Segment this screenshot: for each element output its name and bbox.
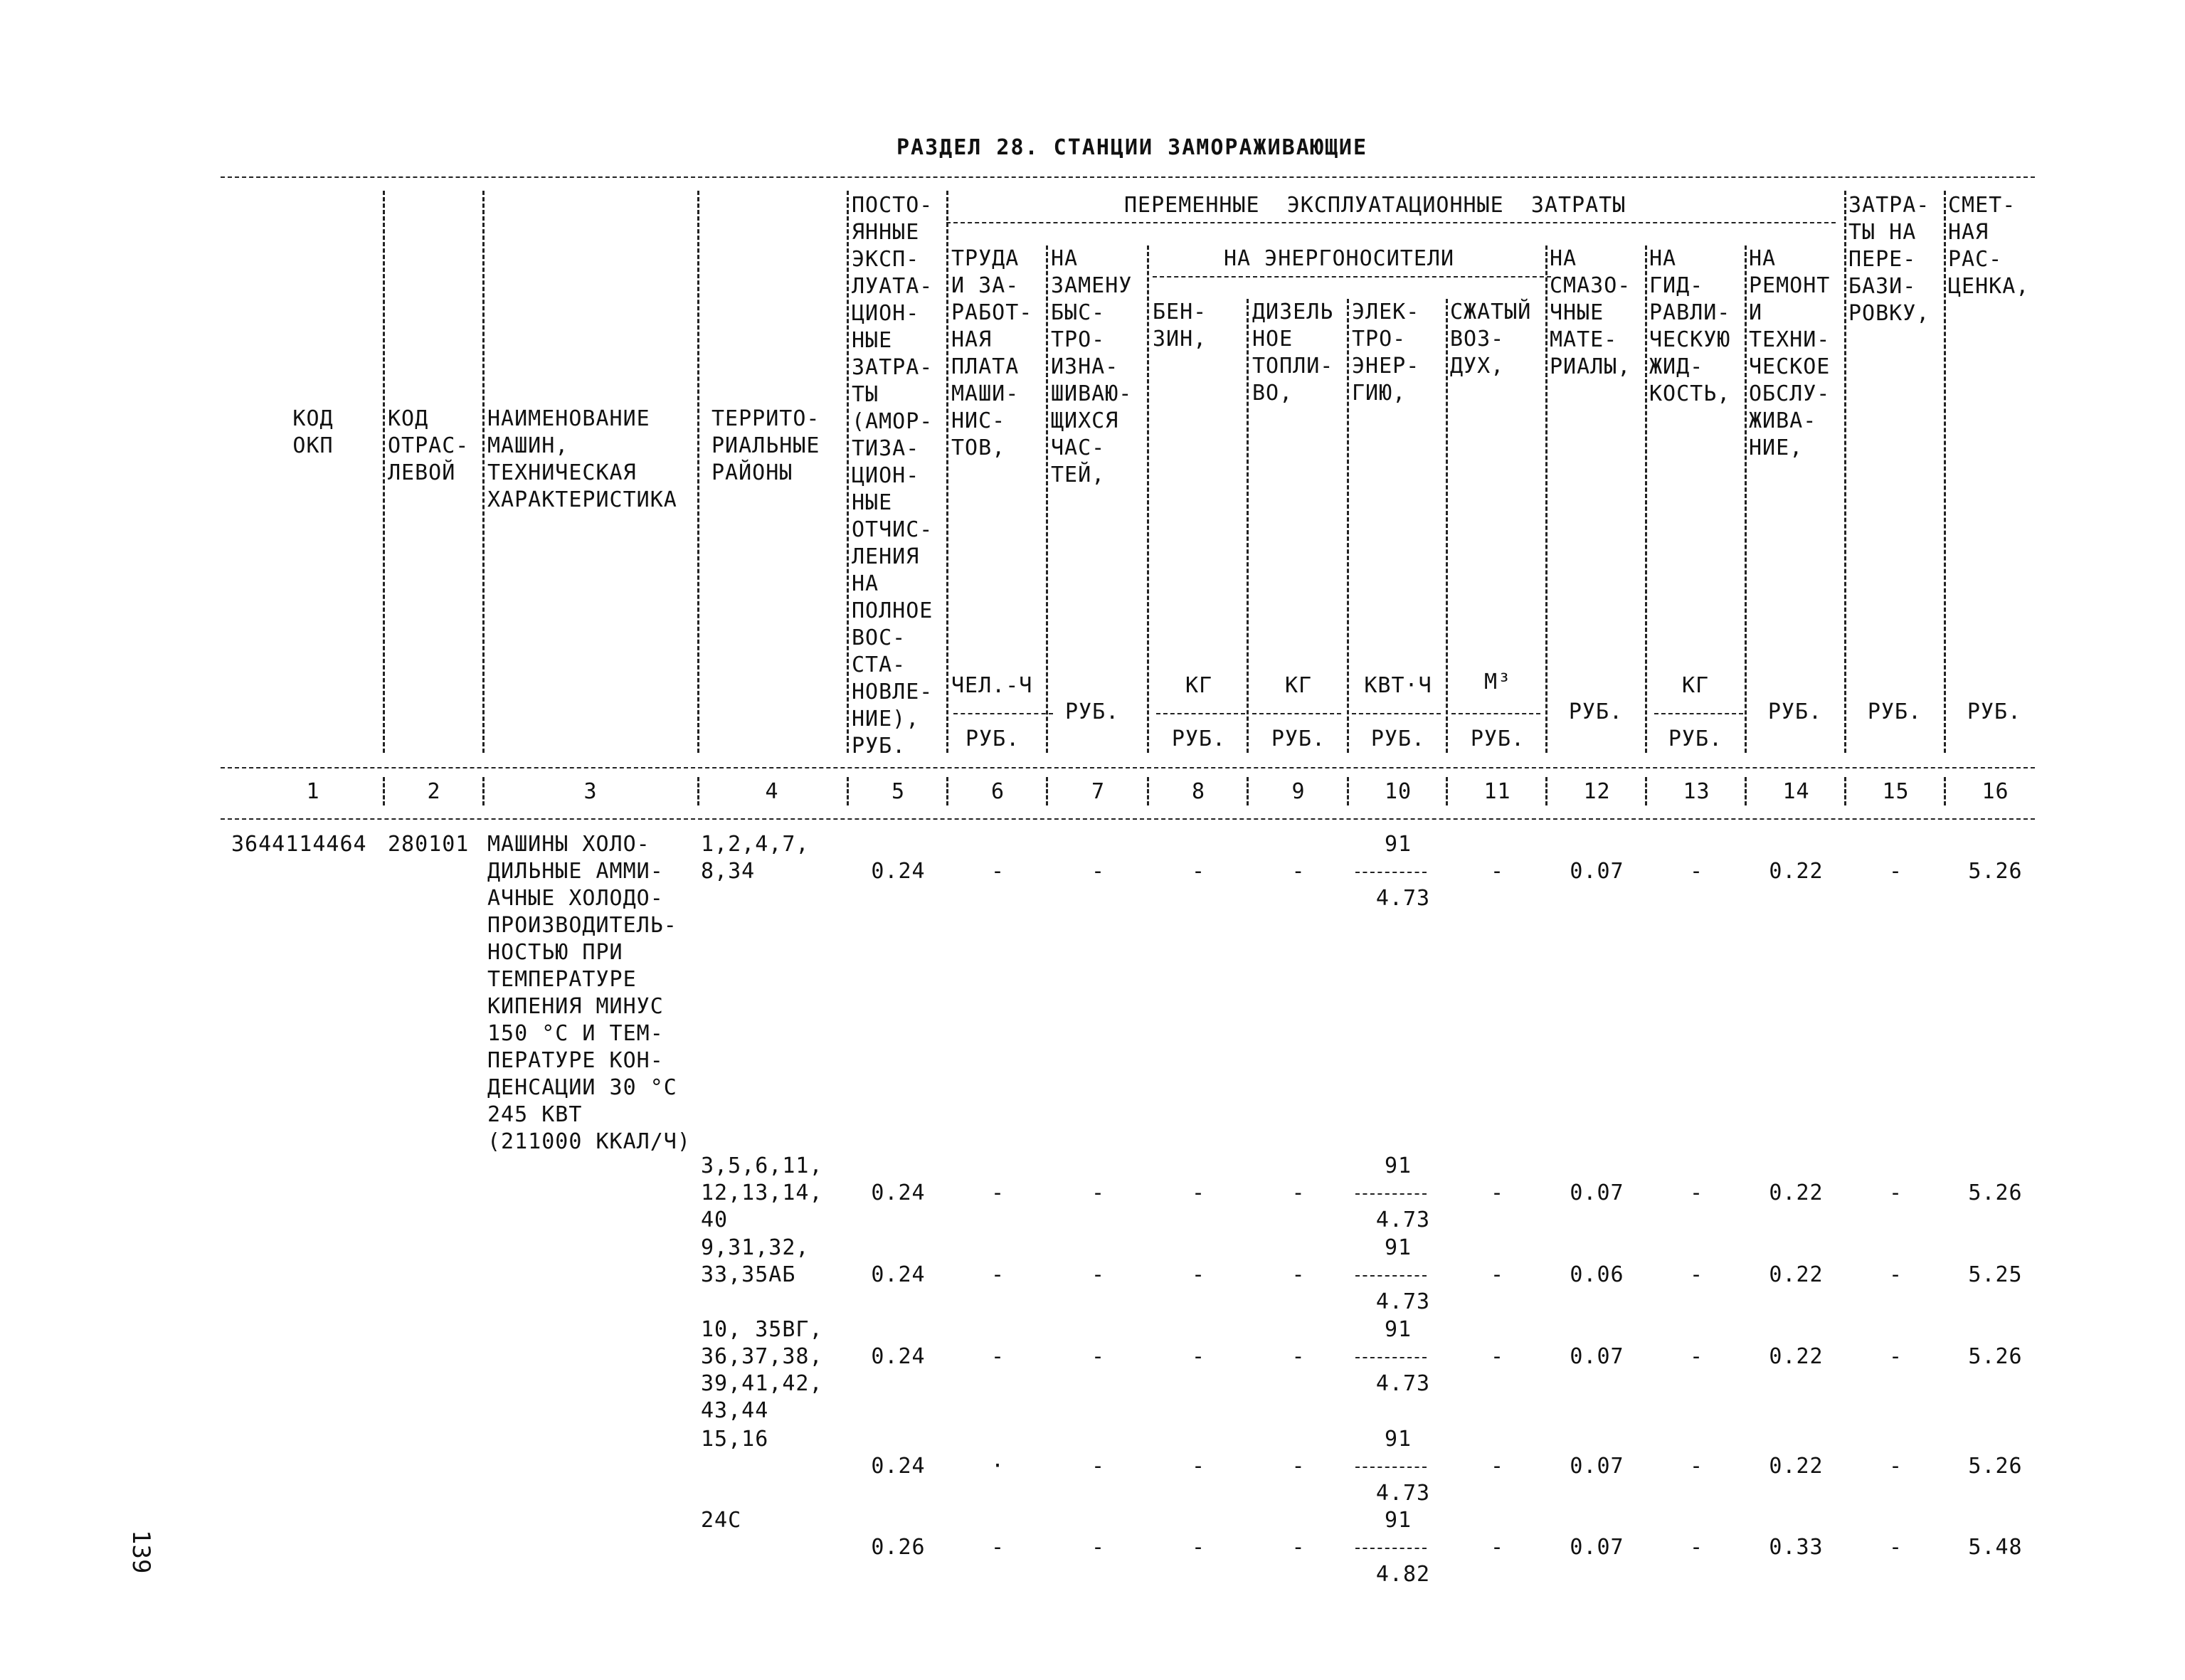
cell-c10-bottom: 4.73 [1375,1208,1431,1232]
cell-c10-top: 91 [1384,1153,1412,1178]
header-col8-unit: КГ [1185,673,1213,698]
col-separator [482,777,485,805]
variable-costs-rule [946,222,1836,223]
cell-c6: - [990,859,1005,884]
header-col6-unit2: РУБ. [965,727,1020,751]
fraction-line [1355,1467,1427,1468]
cell-c8: - [1191,1262,1206,1287]
col-separator [1446,777,1448,805]
cell-c12: 0.07 [1570,1454,1624,1479]
cell-c14: 0.22 [1769,859,1824,884]
cell-c13: - [1689,859,1704,884]
header-col10-unit: КВТ·Ч [1364,673,1432,698]
header-col11: СЖАТЫЙ ВОЗ- ДУХ, [1450,300,1532,379]
header-col9: ДИЗЕЛЬ НОЕ ТОПЛИ- ВО, [1252,300,1334,406]
cell-c7: - [1091,1454,1106,1479]
cell-c15: - [1888,1344,1903,1369]
header-col14: НА РЕМОНТ И ТЕХНИ- ЧЕСКОЕ ОБСЛУ- ЖИВА- НИЕ, [1749,246,1831,460]
cell-c8: - [1191,1180,1206,1205]
cell-c16: 5.26 [1968,1344,2023,1369]
col-number: 12 [1583,779,1611,804]
col-separator [1347,777,1349,805]
cell-c14: 0.33 [1769,1535,1824,1560]
cell-c9: - [1291,859,1306,884]
cell-c16: 5.25 [1968,1262,2023,1287]
cell-c5: 0.24 [871,1454,926,1479]
cell-c5: 0.26 [871,1535,926,1560]
col-separator [1645,245,1647,753]
unit-rule-11 [1451,713,1540,714]
col-separator [1844,777,1846,805]
cell-c16: 5.26 [1968,859,2023,884]
col-number: 2 [427,779,441,804]
cell-c10-bottom: 4.73 [1375,1371,1431,1396]
col-separator [1046,245,1048,753]
header-col15: ЗАТРА- ТЫ НА ПЕРЕ- БАЗИ- РОВКУ, [1848,193,1930,326]
cell-c7: - [1091,1535,1106,1560]
cell-c10-top: 91 [1384,1235,1412,1260]
cell-c10-bottom: 4.82 [1375,1562,1431,1587]
col-number: 16 [1982,779,2009,804]
cell-c7: - [1091,1180,1106,1205]
unit-rule-9 [1252,713,1341,714]
cell-c14: 0.22 [1769,1344,1824,1369]
header-col7-unit: РУБ. [1065,699,1120,724]
cell-c6: · [990,1454,1005,1479]
okp-code: 3644114464 [231,832,367,857]
header-col11-unit: М³ [1483,670,1512,694]
cell-c10-top: 91 [1384,1508,1412,1533]
page-number: 139 [127,1530,155,1574]
cell-c16: 5.48 [1968,1535,2023,1560]
cell-c6: - [990,1344,1005,1369]
header-col16: СМЕТ- НАЯ РАС- ЦЕНКА, [1948,193,2030,299]
cell-c11: - [1490,1180,1505,1205]
header-col12-unit: РУБ. [1568,699,1624,724]
header-col8: БЕН- ЗИН, [1153,300,1207,352]
cell-c16: 5.26 [1968,1180,2023,1205]
cell-c8: - [1191,1454,1206,1479]
cell-c15: - [1888,859,1903,884]
col-separator [946,777,948,805]
col-separator [1944,777,1946,805]
cell-c13: - [1689,1262,1704,1287]
header-col6-unit: ЧЕЛ.-Ч [951,673,1033,698]
col-number: 11 [1483,779,1511,804]
col-separator [1247,777,1249,805]
header-col10-unit2: РУБ. [1370,727,1426,751]
header-col8-unit2: РУБ. [1171,727,1227,751]
regions-cell: 1,2,4,7, 8,34 [701,832,810,884]
section-title: РАЗДЕЛ 28. СТАНЦИИ ЗАМОРАЖИВАЮЩИЕ [896,135,1368,160]
cell-c5: 0.24 [871,859,926,884]
col-separator [697,191,699,753]
regions-cell: 24С [701,1508,742,1533]
cell-c13: - [1689,1535,1704,1560]
header-col9-unit2: РУБ. [1271,727,1326,751]
col-separator [1446,299,1448,753]
header-col12: НА СМАЗО- ЧНЫЕ МАТЕ- РИАЛЫ, [1550,246,1631,379]
fraction-line [1355,1275,1427,1277]
regions-cell: 10, 35ВГ, 36,37,38, 39,41,42, 43,44 [701,1317,823,1423]
header-energy: НА ЭНЕРГОНОСИТЕЛИ [1224,246,1455,271]
cell-c15: - [1888,1454,1903,1479]
cell-c12: 0.07 [1570,1180,1624,1205]
regions-cell: 9,31,32, 33,35АБ [701,1235,810,1287]
cell-c10-top: 91 [1384,832,1412,857]
col-number: 15 [1882,779,1910,804]
cell-c11: - [1490,1535,1505,1560]
cell-c8: - [1191,1535,1206,1560]
cell-c12: 0.07 [1570,1535,1624,1560]
col-separator [697,777,699,805]
cell-c10-bottom: 4.73 [1375,1481,1431,1506]
header-col15-unit: РУБ. [1867,699,1922,724]
header-variable-costs: ПЕРЕМЕННЫЕ ЭКСПЛУАТАЦИОННЫЕ ЗАТРАТЫ [1124,193,1626,218]
header-top-rule [221,176,2035,178]
header-col13-unit2: РУБ. [1668,727,1723,751]
header-col7: НА ЗАМЕНУ БЫС- ТРО- ИЗНА- ШИВАЮ- ЩИХСЯ ЧАС- ТЕЙ, [1051,246,1133,487]
col-separator [1844,191,1846,753]
col-number: 8 [1191,779,1206,804]
cell-c7: - [1091,1262,1106,1287]
col-separator [1147,245,1149,753]
cell-c9: - [1291,1344,1306,1369]
col-number: 3 [583,779,598,804]
header-col13: НА ГИД- РАВЛИ- ЧЕСКУЮ ЖИД- КОСТЬ, [1649,246,1731,406]
cell-c11: - [1490,1344,1505,1369]
regions-cell: 3,5,6,11, 12,13,14, 40 [701,1153,823,1232]
cell-c11: - [1490,1454,1505,1479]
col-separator [847,191,849,753]
header-col11-unit2: РУБ. [1470,727,1525,751]
regions-cell: 15,16 [701,1427,769,1452]
header-col4: ТЕРРИТО- РИАЛЬНЫЕ РАЙОНЫ [711,406,820,485]
header-bottom-rule [221,767,2035,768]
col-separator [1545,245,1548,753]
cell-c7: - [1091,1344,1106,1369]
header-col13-unit: КГ [1681,673,1710,698]
cell-c9: - [1291,1262,1306,1287]
energy-rule [1153,276,1551,278]
cell-c10-top: 91 [1384,1317,1412,1342]
header-col2: КОД ОТРАС- ЛЕВОЙ [388,406,470,485]
cell-c9: - [1291,1535,1306,1560]
header-col6: ТРУДА И ЗА- РАБОТ- НАЯ ПЛАТА МАШИ- НИС- ТОВ, [951,246,1033,460]
colnum-bottom-rule [221,818,2035,820]
col-separator [946,191,948,753]
header-col5: ПОСТО- ЯННЫЕ ЭКСП- ЛУАТА- ЦИОН- НЫЕ ЗАТРА- ТЫ (АМОР- ТИЗА- ЦИОН- НЫЕ ОТЧИС- ЛЕНИЯ НА ПОЛНОЕ ВОС- СТА- НОВЛЕ- НИЕ), РУБ. [852,193,933,759]
cell-c9: - [1291,1454,1306,1479]
cell-c7: - [1091,859,1106,884]
col-separator [1046,777,1048,805]
col-number: 7 [1091,779,1106,804]
cell-c14: 0.22 [1769,1454,1824,1479]
cell-c10-top: 91 [1384,1427,1412,1452]
cell-c12: 0.06 [1570,1262,1624,1287]
col-separator [1645,777,1647,805]
col-separator [1247,299,1249,753]
col-number: 4 [765,779,779,804]
cell-c5: 0.24 [871,1344,926,1369]
header-col9-unit: КГ [1284,673,1313,698]
fraction-line [1355,1548,1427,1549]
cell-c13: - [1689,1344,1704,1369]
cell-c14: 0.22 [1769,1180,1824,1205]
col-number: 13 [1683,779,1710,804]
cell-c16: 5.26 [1968,1454,2023,1479]
fraction-line [1355,1193,1427,1195]
cell-c15: - [1888,1535,1903,1560]
header-col14-unit: РУБ. [1767,699,1823,724]
cell-c11: - [1490,1262,1505,1287]
unit-rule-6 [953,713,1053,714]
unit-rule-8 [1156,713,1245,714]
col-separator [1545,777,1548,805]
cell-c15: - [1888,1262,1903,1287]
col-number: 6 [990,779,1005,804]
cell-c13: - [1689,1454,1704,1479]
cell-c8: - [1191,1344,1206,1369]
col-separator [1745,245,1747,753]
col-number: 1 [306,779,320,804]
col-separator [1347,299,1349,753]
unit-rule-10 [1352,713,1441,714]
header-col3: НАИМЕНОВАНИЕ МАШИН, ТЕХНИЧЕСКАЯ ХАРАКТЕРИСТИКА [487,406,677,512]
cell-c14: 0.22 [1769,1262,1824,1287]
cell-c10-bottom: 4.73 [1375,886,1431,911]
col-separator [1745,777,1747,805]
machine-name: МАШИНЫ ХОЛО- ДИЛЬНЫЕ АММИ- АЧНЫЕ ХОЛОДО- ПРОИЗВОДИТЕЛЬ- НОСТЬЮ ПРИ ТЕМПЕРАТУРЕ КИПЕНИЯ МИНУС 150 °С И ТЕМ- ПЕРАТУРЕ КОН- ДЕНСАЦИИ 30 °С 245 КВТ (211000 ККАЛ/Ч) [487,832,691,1154]
header-col1: КОД ОКП [292,406,334,458]
col-number: 5 [891,779,906,804]
cell-c6: - [990,1262,1005,1287]
cell-c15: - [1888,1180,1903,1205]
cell-c8: - [1191,859,1206,884]
col-separator [482,191,485,753]
col-separator [1147,777,1149,805]
header-col10: ЭЛЕК- ТРО- ЭНЕР- ГИЮ, [1352,300,1420,406]
cell-c9: - [1291,1180,1306,1205]
col-separator [1944,191,1946,753]
col-number: 9 [1291,779,1306,804]
cell-c6: - [990,1180,1005,1205]
col-number: 14 [1782,779,1810,804]
fraction-line [1355,1357,1427,1358]
cell-c12: 0.07 [1570,859,1624,884]
header-col16-unit: РУБ. [1967,699,2022,724]
fraction-line [1355,872,1427,873]
cell-c10-bottom: 4.73 [1375,1289,1431,1314]
col-separator [847,777,849,805]
cell-c11: - [1490,859,1505,884]
branch-code: 280101 [388,832,470,857]
cell-c13: - [1689,1180,1704,1205]
cell-c5: 0.24 [871,1262,926,1287]
cell-c6: - [990,1535,1005,1560]
col-number: 10 [1384,779,1412,804]
col-separator [383,777,385,805]
unit-rule-13 [1654,713,1743,714]
cell-c5: 0.24 [871,1180,926,1205]
cell-c12: 0.07 [1570,1344,1624,1369]
col-separator [383,191,385,753]
